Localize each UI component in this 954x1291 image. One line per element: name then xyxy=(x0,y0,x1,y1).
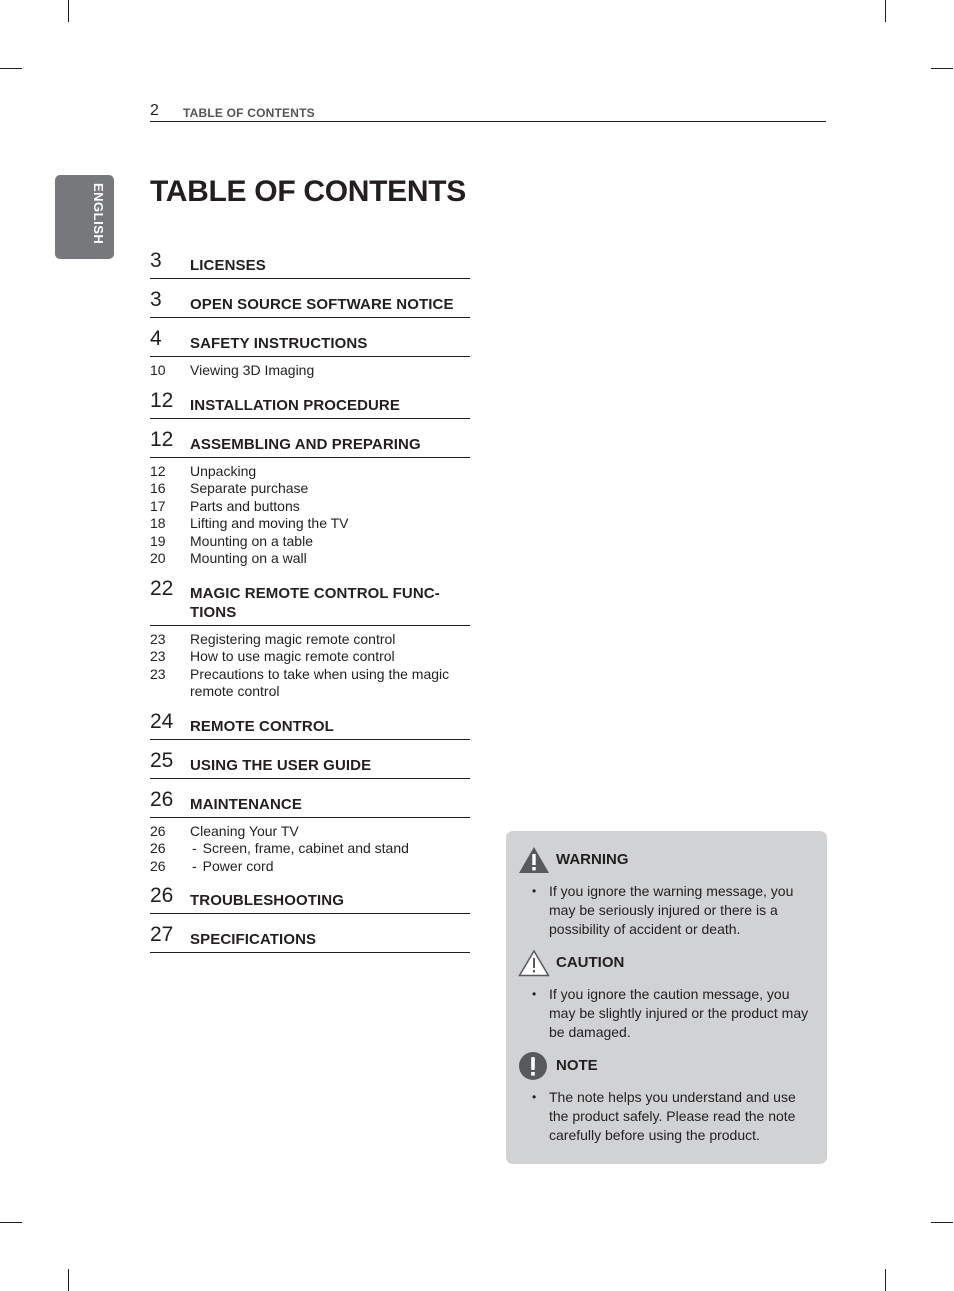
toc-section xyxy=(150,389,470,419)
toc-section-heading[interactable] xyxy=(150,288,470,318)
crop-mark xyxy=(931,68,953,69)
bullet-icon: • xyxy=(532,987,537,1001)
toc-page-number: 26 xyxy=(150,840,166,856)
toc-subsection[interactable] xyxy=(150,533,470,551)
toc-page-number: 18 xyxy=(150,515,166,531)
toc-page-number: 3 xyxy=(150,249,162,272)
toc-section-title: INSTALLATION PROCEDURE xyxy=(190,396,400,414)
toc-section xyxy=(150,710,470,740)
warning-filled-triangle-icon xyxy=(518,845,552,875)
toc-subsection[interactable] xyxy=(150,823,470,841)
toc-page-number: 19 xyxy=(150,532,166,549)
toc-page-number: 4 xyxy=(150,327,162,350)
note-heading xyxy=(518,1051,827,1081)
note-text: The note helps you understand and use the product safely. Please read the note carefully before using the product. xyxy=(549,1089,796,1143)
crop-mark xyxy=(885,1269,886,1291)
toc-page-number: 10 xyxy=(150,362,166,378)
toc-subsection[interactable] xyxy=(150,550,470,568)
crop-mark xyxy=(931,1222,953,1223)
page-title: TABLE OF CONTENTS xyxy=(150,175,466,208)
toc-section-heading[interactable] xyxy=(150,249,470,279)
toc-section-heading[interactable] xyxy=(150,884,470,914)
toc-page-number: 24 xyxy=(150,709,174,733)
toc-page-number: 3 xyxy=(150,288,162,311)
toc-page-number: 25 xyxy=(150,748,174,772)
toc-section xyxy=(150,249,470,279)
toc-section-heading[interactable] xyxy=(150,923,470,953)
toc-section xyxy=(150,788,470,876)
toc-subsection-title: Precautions to take when using the magic remote control xyxy=(190,665,450,699)
toc-subsection-title: - Power cord xyxy=(190,858,470,876)
note-exclamation-circle-icon xyxy=(518,1051,552,1081)
toc-page-number: 22 xyxy=(150,576,174,600)
crop-mark xyxy=(68,0,69,22)
toc-section-title: SAFETY INSTRUCTIONS xyxy=(190,335,368,352)
toc-section-title: ASSEMBLING AND PREPARING xyxy=(190,435,421,453)
toc-section xyxy=(150,884,470,914)
toc-subsection[interactable] xyxy=(150,463,470,481)
toc-section xyxy=(150,923,470,953)
crop-mark xyxy=(885,0,886,22)
toc-subsection-title: Viewing 3D Imaging xyxy=(190,362,315,378)
toc-page-number: 16 xyxy=(150,480,166,496)
warning-title: WARNING xyxy=(556,851,629,868)
language-tab-label: ENGLISH xyxy=(91,183,106,245)
running-title: TABLE OF CONTENTS xyxy=(183,106,315,120)
toc-subsection-title: Registering magic remote control xyxy=(190,630,396,647)
toc-subsection-list xyxy=(150,458,470,568)
warning-heading xyxy=(518,845,827,875)
toc-section xyxy=(150,428,470,568)
toc-page-number: 26 xyxy=(150,787,174,811)
note-item xyxy=(518,1088,827,1145)
toc-section-heading[interactable] xyxy=(150,577,470,626)
toc-subsection-title: How to use magic remote control xyxy=(190,648,395,664)
toc-page-number: 23 xyxy=(150,665,166,682)
toc-subsection-title: Mounting on a table xyxy=(190,532,313,549)
toc-page-number: 27 xyxy=(150,923,174,946)
toc-section-title: TROUBLESHOOTING xyxy=(190,892,344,909)
toc-section xyxy=(150,288,470,318)
toc-subsection[interactable] xyxy=(150,631,470,649)
toc-subsection-title: - Screen, frame, cabinet and stand xyxy=(190,840,470,858)
bullet-icon: • xyxy=(532,884,537,898)
toc-section xyxy=(150,749,470,779)
toc-subsection[interactable] xyxy=(150,840,470,858)
toc-subsection[interactable] xyxy=(150,498,470,516)
toc-section-heading[interactable] xyxy=(150,749,470,779)
toc-subsection-title: Lifting and moving the TV xyxy=(190,515,349,531)
note-title: NOTE xyxy=(556,1057,598,1074)
caution-text: If you ignore the caution message, you may be slightly injured or the product may be damaged. xyxy=(549,986,809,1040)
language-tab xyxy=(55,175,114,259)
toc-page-number: 17 xyxy=(150,497,166,514)
toc-page-number: 20 xyxy=(150,550,166,566)
toc-subsection[interactable] xyxy=(150,858,470,876)
toc-section-heading[interactable] xyxy=(150,788,470,818)
toc-section-heading[interactable] xyxy=(150,389,470,419)
page-number: 2 xyxy=(150,102,159,119)
caution-outline-triangle-icon xyxy=(518,948,552,978)
caution-heading xyxy=(518,948,827,978)
toc-section xyxy=(150,327,470,380)
toc-page-number: 12 xyxy=(150,388,174,412)
crop-mark xyxy=(68,1269,69,1291)
caution-item xyxy=(518,985,827,1042)
toc-page-number: 26 xyxy=(150,884,174,907)
toc-subsection[interactable] xyxy=(150,362,470,380)
toc-page-number: 26 xyxy=(150,822,166,839)
toc-page-number: 12 xyxy=(150,427,174,451)
toc-subsection[interactable] xyxy=(150,648,470,666)
toc-section-title: SPECIFICATIONS xyxy=(190,931,317,948)
running-header xyxy=(150,102,826,122)
toc-subsection-title: Unpacking xyxy=(190,462,257,479)
toc-section xyxy=(150,577,470,701)
toc-subsection-title: Cleaning Your TV xyxy=(190,822,299,839)
warning-item xyxy=(518,882,827,939)
toc-page-number: 23 xyxy=(150,630,166,647)
toc-subsection[interactable] xyxy=(150,515,470,533)
toc-subsection-list xyxy=(150,818,470,876)
toc-page-number: 12 xyxy=(150,462,166,479)
toc-subsection-list xyxy=(150,626,470,701)
toc-page-number: 26 xyxy=(150,857,166,874)
toc-section-heading[interactable] xyxy=(150,327,470,357)
toc-list xyxy=(150,249,470,953)
toc-section-title: LICENSES xyxy=(190,257,266,274)
toc-section-title: REMOTE CONTROL xyxy=(190,717,334,735)
bullet-icon: • xyxy=(532,1090,537,1104)
toc-section-title: USING THE USER GUIDE xyxy=(190,756,372,774)
crop-mark xyxy=(0,1222,22,1223)
caution-title: CAUTION xyxy=(556,954,625,971)
toc-section-heading[interactable] xyxy=(150,710,470,740)
toc-page-number: 23 xyxy=(150,648,166,664)
notice-box xyxy=(506,831,827,1164)
warning-text: If you ignore the warning message, you may be seriously injured or there is a possibility of accident or death. xyxy=(549,883,794,937)
toc-section-title: OPEN SOURCE SOFTWARE NOTICE xyxy=(190,296,454,313)
crop-mark xyxy=(0,68,22,69)
toc-subsection-title: Mounting on a wall xyxy=(190,550,307,566)
toc-subsection[interactable] xyxy=(150,480,470,498)
toc-subsection[interactable] xyxy=(150,666,470,701)
toc-section-title: MAINTENANCE xyxy=(190,795,302,813)
toc-subsection-list xyxy=(150,357,470,380)
toc-section-title: MAGIC REMOTE CONTROL FUNC-TIONS xyxy=(190,584,440,621)
toc-subsection-title: Separate purchase xyxy=(190,480,309,496)
toc-subsection-title: Parts and buttons xyxy=(190,497,300,514)
toc-section-heading[interactable] xyxy=(150,428,470,458)
